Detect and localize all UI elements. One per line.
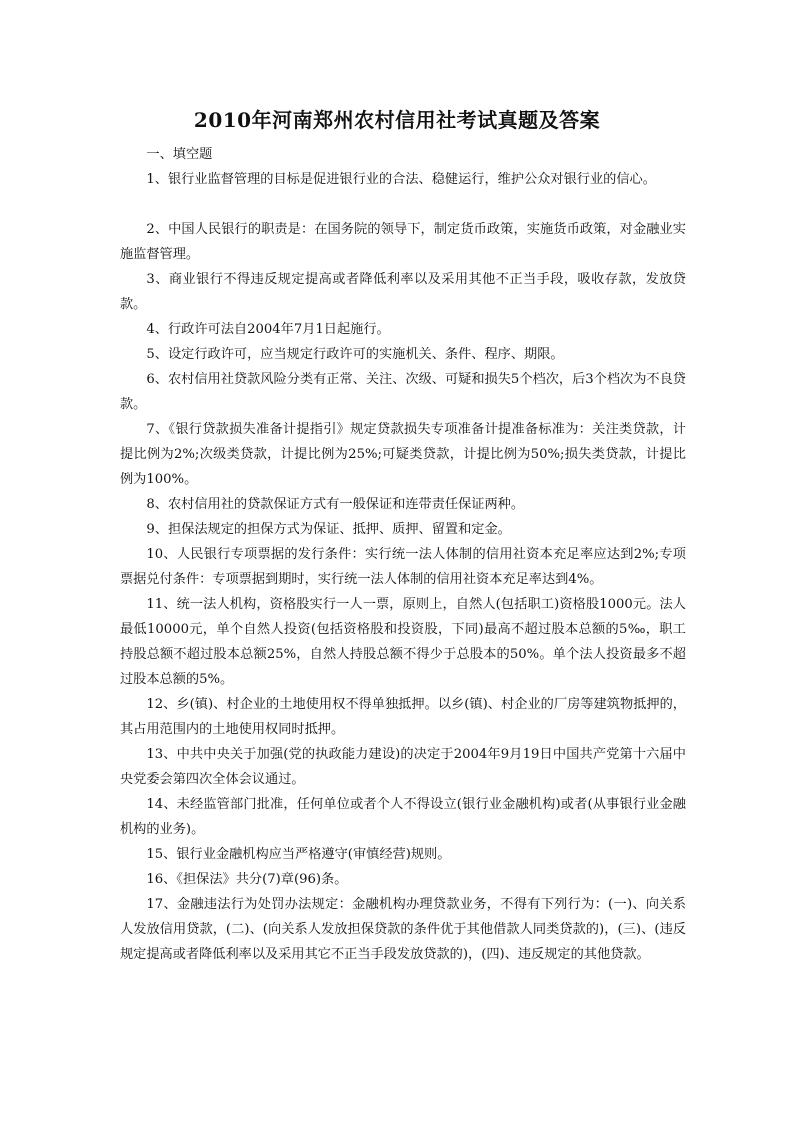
- section-heading: 一、填空题: [146, 147, 213, 162]
- question-paragraph: 3、商业银行不得违反规定提高或者降低利率以及采用其他不正当手段，吸收存款，发放贷款。: [120, 272, 686, 312]
- question-paragraph: 10、人民银行专项票据的发行条件：实行统一法人体制的信用社资本充足率应达到2%;专项票据兑付条件：专项票据到期时，实行统一法人体制的信用社资本充足率达到4%。: [120, 547, 686, 587]
- question-paragraph: 2、中国人民银行的职责是：在国务院的领导下，制定货币政策，实施货币政策，对金融业实施监督管理。: [120, 222, 686, 262]
- question-paragraph: 15、银行业金融机构应当严格遵守(审慎经营)规则。: [146, 847, 451, 862]
- document-body: [120, 142, 686, 967]
- question-paragraph: 11、统一法人机构，资格股实行一人一票，原则上，自然人(包括职工)资格股1000元。法人最低10000元，单个自然人投资(包括资格股和投资股，下同)最高不超过股本总额的5‰，职工持股总额不超过股本总额25%，自然人持股总额不得少于总股本的50%。单个法人投资最多不超过股本总额的5%。: [120, 597, 686, 687]
- question-paragraph: 7、《银行贷款损失准备计提指引》规定贷款损失专项准备计提准备标准为：关注类贷款，计提比例为2%;次级类贷款，计提比例为25%;可疑类贷款，计提比例为50%;损失类贷款，计提比例为100%。: [120, 422, 686, 487]
- question-paragraph: 12、乡(镇)、村企业的土地使用权不得单独抵押。以乡(镇)、村企业的厂房等建筑物抵押的，其占用范围内的土地使用权同时抵押。: [120, 697, 686, 737]
- question-paragraph: 16、《担保法》共分(7)章(96)条。: [146, 872, 348, 887]
- question-paragraph: 4、行政许可法自2004年7月1日起施行。: [146, 322, 390, 337]
- question-paragraph: 8、农村信用社的贷款保证方式有一般保证和连带责任保证两种。: [146, 497, 525, 512]
- question-paragraph: 9、担保法规定的担保方式为保证、抵押、质押、留置和定金。: [146, 522, 511, 537]
- question-paragraph: 13、中共中央关于加强(党的执政能力建设)的决定于2004年9月19日中国共产党第十六届中央党委会第四次全体会议通过。: [120, 747, 686, 787]
- question-paragraph: 17、金融违法行为处罚办法规定：金融机构办理贷款业务，不得有下列行为：(一)、向关系人发放信用贷款，(二)、(向关系人发放担保贷款的条件优于其他借款人同类贷款的)，(三)、(违反规定提高或者降低利率以及采用其它不正当手段发放贷款的)，(四)、违反规定的其他贷款。: [120, 897, 686, 962]
- question-paragraph: 14、未经监管部门批准，任何单位或者个人不得设立(银行业金融机构)或者(从事银行业金融机构的业务)。: [120, 797, 686, 837]
- question-paragraph: 5、设定行政许可，应当规定行政许可的实施机关、条件、程序、期限。: [146, 347, 564, 362]
- document-title: 2010年河南郑州农村信用社考试真题及答案: [193, 108, 601, 132]
- question-paragraph: 6、农村信用社贷款风险分类有正常、关注、次级、可疑和损失5个档次，后3个档次为不良贷款。: [120, 372, 686, 412]
- question-paragraph: 1、银行业监督管理的目标是促进银行业的合法、稳健运行，维护公众对银行业的信心。: [146, 172, 656, 187]
